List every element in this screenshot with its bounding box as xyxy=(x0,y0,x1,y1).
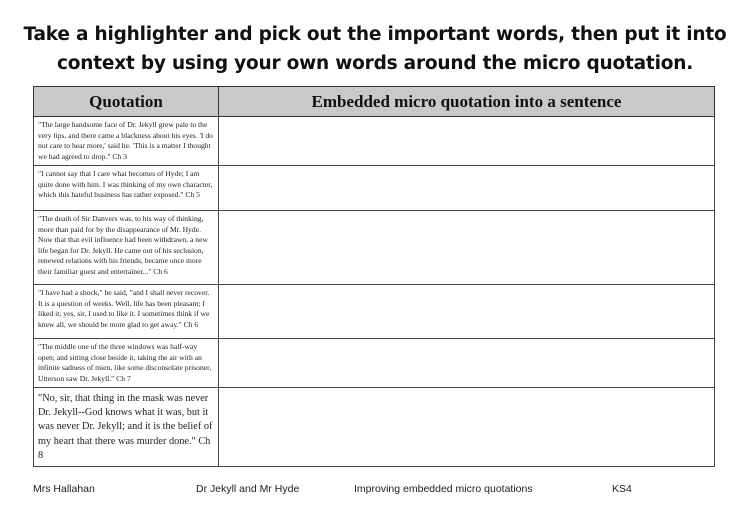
table-header-row xyxy=(34,87,715,117)
quote-cell: "I cannot say that I care what becomes of Hyde; I am quite done with him. I was thinking of my own character, which this hateful business has rather exposed." Ch 5 xyxy=(34,166,219,211)
answer-cell[interactable] xyxy=(219,339,715,388)
footer-author: Mrs Hallahan xyxy=(33,483,95,495)
quote-cell: "The death of Sir Danvers was, to his way of thinking, more than paid for by the disappearance of Mr. Hyde. Now that that evil influence had been withdrawn, a new life began for Dr. Jekyll. He came out of his seclusion, renewed relations with his friends, became once more their familiar guest and entertainer..." Ch 6 xyxy=(34,211,219,285)
quote-cell: "The middle one of the three windows was half-way open; and sitting close beside it, taking the air with an infinite sadness of mien, like some disconsolate prisoner, Utterson saw Dr. Jekyll." Ch 7 xyxy=(34,339,219,388)
footer-book: Dr Jekyll and Mr Hyde xyxy=(196,483,300,495)
answer-cell[interactable] xyxy=(219,211,715,285)
worksheet-title xyxy=(20,20,730,78)
table-row xyxy=(34,339,715,388)
title-line-2: context by using your own words around the micro quotation. xyxy=(56,53,694,74)
table-row xyxy=(34,166,715,211)
quote-cell: "No, sir, that thing in the mask was never Dr. Jekyll--God knows what it was, but it was never Dr. Jekyll; and it is the belief of my heart that there was murder done." Ch 8 xyxy=(34,388,219,467)
quotation-table xyxy=(33,86,715,467)
table-row xyxy=(34,285,715,339)
header-embedded-quotation: Embedded micro quotation into a sentence xyxy=(219,87,715,117)
answer-cell[interactable] xyxy=(219,388,715,467)
table-row xyxy=(34,388,715,467)
answer-cell[interactable] xyxy=(219,285,715,339)
title-line-1: Take a highlighter and pick out the important words, then put it into xyxy=(23,24,727,45)
answer-cell[interactable] xyxy=(219,166,715,211)
footer-level: KS4 xyxy=(612,483,632,495)
answer-cell[interactable] xyxy=(219,117,715,166)
header-quotation: Quotation xyxy=(34,87,219,117)
table-row xyxy=(34,117,715,166)
quote-cell: "The large handsome face of Dr. Jekyll grew pale to the very lips, and there came a blackness about his eyes. 'I do not care to hear more,' said he. 'This is a matter I thought we had agreed to drop." Ch 3 xyxy=(34,117,219,166)
table-row xyxy=(34,211,715,285)
footer-topic: Improving embedded micro quotations xyxy=(354,483,533,495)
quote-cell: "I have had a shock," he said, "and I shall never recover. It is a question of weeks. Well, life has been pleasant; I liked it; yes, sir, I used to like it. I sometimes think if we knew all, we should be more glad to get away." Ch 6 xyxy=(34,285,219,339)
